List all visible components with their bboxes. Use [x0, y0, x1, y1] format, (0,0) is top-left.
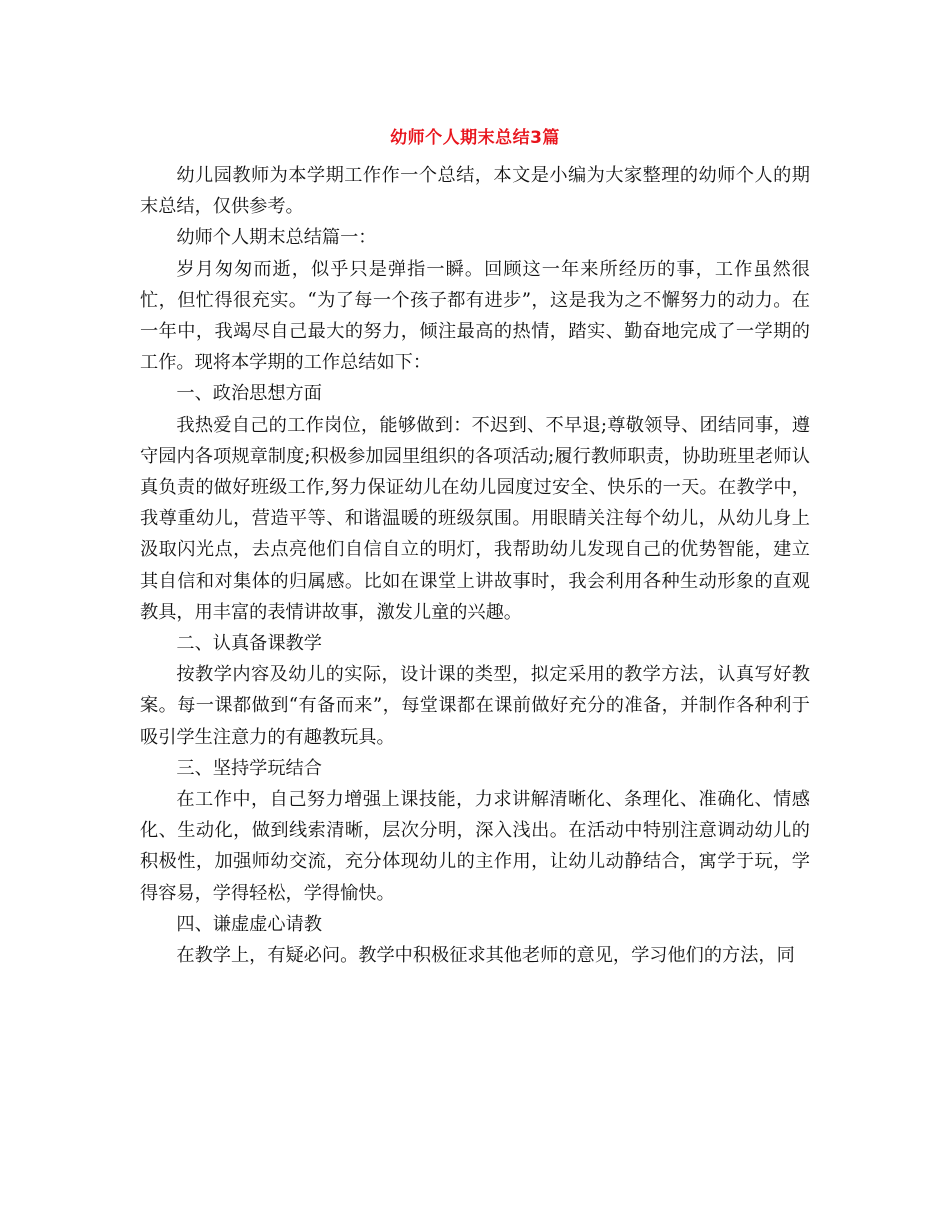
- paragraph-heading-part-one: 幼师个人期末总结篇一：: [176, 227, 377, 249]
- section-heading-lesson-prep: 二、认真备课教学: [176, 633, 322, 655]
- document-title: 幼师个人期末总结3篇: [390, 128, 560, 148]
- document-body: [140, 160, 810, 971]
- section-heading-humble: 四、谦虚虚心请教: [176, 913, 322, 935]
- paragraph-learn-play: 在工作中，自己努力增强上课技能，力求讲解清晰化、条理化、准确化、情感化、生动化，做到线索清晰，层次分明，深入浅出。在活动中特别注意调动幼儿的积极性，加强师幼交流，充分体现幼儿的主作用，让幼儿动静结合，寓学于玩，学得容易，学得轻松，学得愉快。: [140, 789, 810, 904]
- section-heading-learn-play: 三、坚持学玩结合: [176, 757, 322, 779]
- section-heading-politics: 一、政治思想方面: [176, 383, 322, 405]
- paragraph-intro: 幼儿园教师为本学期工作作一个总结，本文是小编为大家整理的幼师个人的期末总结，仅供参考。: [140, 165, 810, 218]
- paragraph-humble: 在教学上，有疑必问。教学中积极征求其他老师的意见，学习他们的方法，同: [176, 945, 795, 967]
- paragraph-opening: 岁月匆匆而逝，似乎只是弹指一瞬。回顾这一年来所经历的事，工作虽然很忙，但忙得很充实。“为了每一个孩子都有进步”，这是我为之不懈努力的动力。在一年中，我竭尽自己最大的努力，倾注最高的热情，踏实、勤奋地完成了一学期的工作。现将本学期的工作总结如下：: [140, 258, 810, 374]
- paragraph-lesson-prep: 按教学内容及幼儿的实际，设计课的类型，拟定采用的教学方法，认真写好教案。每一课都做到“有备而来”，每堂课都在课前做好充分的准备，并制作各种利于吸引学生注意力的有趣教玩具。: [140, 664, 810, 748]
- paragraph-politics: 我热爱自己的工作岗位，能够做到：不迟到、不早退;尊敬领导、团结同事，遵守园内各项规章制度;积极参加园里组织的各项活动;履行教师职责，协助班里老师认真负责的做好班级工作,努力保证幼儿在幼儿园度过安全、快乐的一天。在教学中，我尊重幼儿，营造平等、和谐温暖的班级氛围。用眼睛关注每个幼儿，从幼儿身上汲取闪光点，去点亮他们自信自立的明灯，我帮助幼儿发现自己的优势智能，建立其自信和对集体的归属感。比如在课堂上讲故事时，我会利用各种生动形象的直观教具，用丰富的表情讲故事，激发儿童的兴趣。: [140, 414, 810, 623]
